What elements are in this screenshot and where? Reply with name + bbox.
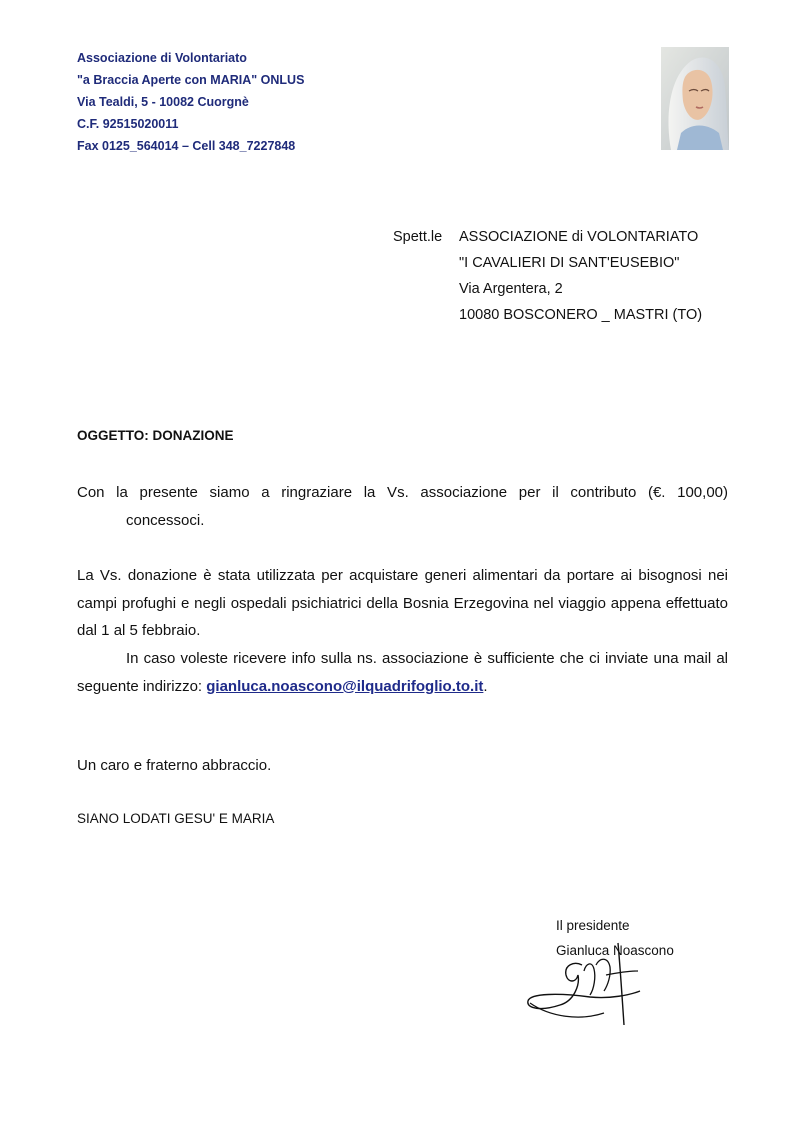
closing-greeting: Un caro e fraterno abbraccio.	[77, 757, 272, 774]
recipient-name: ASSOCIAZIONE di VOLONTARIATO	[459, 229, 699, 245]
thanks-continuation: concessoci.	[126, 511, 205, 529]
letter-subject: OGGETTO: DONAZIONE	[77, 428, 234, 443]
email-link[interactable]: gianluca.noascono@ilquadrifoglio.to.it	[206, 677, 484, 695]
recipient-street: Via Argentera, 2	[459, 281, 563, 297]
thanks-paragraph	[77, 479, 728, 534]
recipient-salutation: Spett.le	[393, 229, 443, 245]
madonna-portrait-image	[661, 47, 729, 150]
thanks-line: Con la presente siamo a ringraziare la Vs. associazione per il contributo (€. 100,00)	[77, 484, 728, 501]
recipient-address-block	[459, 224, 702, 328]
sender-name: Associazione di Volontariato	[77, 51, 247, 65]
closing-praise: SIANO LODATI GESU' E MARIA	[77, 811, 275, 826]
sender-tax-code: C.F. 92515020011	[77, 117, 179, 131]
sender-contacts: Fax 0125_564014 – Cell 348_7227848	[77, 139, 296, 153]
contact-paragraph	[77, 645, 728, 700]
sender-subtitle: "a Braccia Aperte con MARIA" ONLUS	[77, 73, 305, 87]
sender-letterhead	[77, 47, 304, 157]
recipient-city: 10080 BOSCONERO _ MASTRI (TO)	[459, 307, 703, 323]
recipient-subtitle: "I CAVALIERI DI SANT'EUSEBIO"	[459, 255, 680, 271]
donation-use-paragraph: La Vs. donazione è stata utilizzata per acquistare generi alimentari da portare ai bisognosi nei campi profughi e negli ospedali psichiatrici della Bosnia Erzegovina nel viaggio appena effettuato dal 1 al 5 febbraio.	[77, 567, 728, 639]
signoff-role: Il presidente	[556, 918, 630, 933]
handwritten-signature	[520, 935, 680, 1030]
signoff-name: Gianluca Noascono	[556, 943, 674, 958]
sender-address: Via Tealdi, 5 - 10082 Cuorgnè	[77, 95, 249, 109]
contact-text: In caso voleste ricevere info sulla ns. associazione è sufficiente che ci inviate una mail al seguente indirizzo:	[77, 650, 728, 695]
contact-end: .	[483, 677, 488, 695]
